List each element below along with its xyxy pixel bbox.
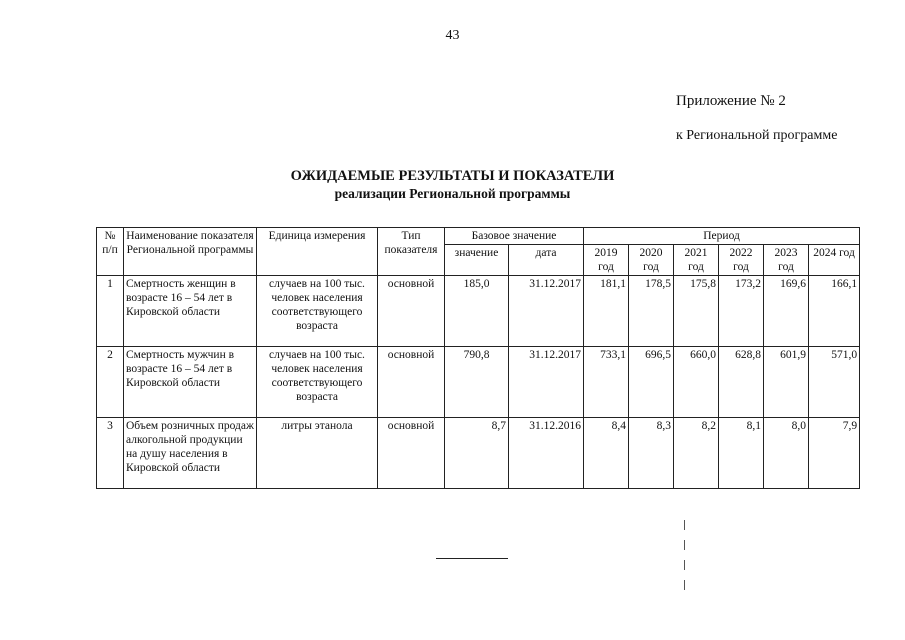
cell-unit: случаев на 100 тыс. человек населения соответствующего возраста <box>257 276 378 347</box>
cell-year-value: 169,6 <box>764 276 809 347</box>
cell-name: Объем розничных продаж алкогольной продукции на душу населения в Кировской области <box>124 418 257 489</box>
scan-artifact <box>684 560 685 570</box>
cell-year-value: 175,8 <box>674 276 719 347</box>
cell-year-value: 8,2 <box>674 418 719 489</box>
header-base-date: дата <box>509 245 584 276</box>
cell-year-value: 696,5 <box>629 347 674 418</box>
cell-base-date: 31.12.2017 <box>509 347 584 418</box>
cell-year-value: 178,5 <box>629 276 674 347</box>
cell-base-value: 790,8 <box>445 347 509 418</box>
cell-year-value: 660,0 <box>674 347 719 418</box>
header-year: 2020 год <box>629 245 674 276</box>
cell-year-value: 571,0 <box>809 347 860 418</box>
header-name: Наименование показателя Региональной программы <box>124 228 257 276</box>
header-year: 2021 год <box>674 245 719 276</box>
appendix-reference: к Региональной программе <box>676 128 838 143</box>
appendix-number: Приложение № 2 <box>676 93 786 109</box>
table-row <box>97 276 860 347</box>
document-subtitle: реализации Региональной программы <box>334 186 571 201</box>
scan-artifact <box>684 520 685 530</box>
cell-year-value: 7,9 <box>809 418 860 489</box>
header-year: 2024 год <box>809 245 860 276</box>
cell-num: 1 <box>97 276 124 347</box>
cell-type: основной <box>378 418 445 489</box>
cell-unit: случаев на 100 тыс. человек населения соответствующего возраста <box>257 347 378 418</box>
table-row <box>97 418 860 489</box>
cell-num: 2 <box>97 347 124 418</box>
cell-year-value: 181,1 <box>584 276 629 347</box>
header-year: 2023 год <box>764 245 809 276</box>
header-period: Период <box>584 228 860 245</box>
scan-artifact <box>684 580 685 590</box>
cell-year-value: 733,1 <box>584 347 629 418</box>
cell-year-value: 8,3 <box>629 418 674 489</box>
header-base-value: значение <box>445 245 509 276</box>
cell-year-value: 628,8 <box>719 347 764 418</box>
cell-year-value: 8,0 <box>764 418 809 489</box>
header-year: 2019 год <box>584 245 629 276</box>
cell-name: Смертность мужчин в возрасте 16 – 54 лет в Кировской области <box>124 347 257 418</box>
footer-divider <box>436 558 508 559</box>
cell-type: основной <box>378 276 445 347</box>
cell-num: 3 <box>97 418 124 489</box>
cell-year-value: 166,1 <box>809 276 860 347</box>
header-unit: Единица измерения <box>257 228 378 276</box>
cell-unit: литры этанола <box>257 418 378 489</box>
header-year: 2022 год <box>719 245 764 276</box>
cell-base-date: 31.12.2016 <box>509 418 584 489</box>
header-num: № п/п <box>97 228 124 276</box>
cell-base-date: 31.12.2017 <box>509 276 584 347</box>
cell-base-value: 8,7 <box>445 418 509 489</box>
cell-name: Смертность женщин в возрасте 16 – 54 лет в Кировской области <box>124 276 257 347</box>
results-table <box>96 227 860 489</box>
cell-base-value: 185,0 <box>445 276 509 347</box>
cell-type: основной <box>378 347 445 418</box>
header-row-1 <box>97 228 860 245</box>
header-type: Тип показателя <box>378 228 445 276</box>
header-base: Базовое значение <box>445 228 584 245</box>
cell-year-value: 601,9 <box>764 347 809 418</box>
cell-year-value: 8,4 <box>584 418 629 489</box>
document-title: ОЖИДАЕМЫЕ РЕЗУЛЬТАТЫ И ПОКАЗАТЕЛИ <box>290 168 615 184</box>
cell-year-value: 173,2 <box>719 276 764 347</box>
table-row <box>97 347 860 418</box>
scan-artifact <box>684 540 685 550</box>
page-number: 43 <box>445 28 460 43</box>
cell-year-value: 8,1 <box>719 418 764 489</box>
